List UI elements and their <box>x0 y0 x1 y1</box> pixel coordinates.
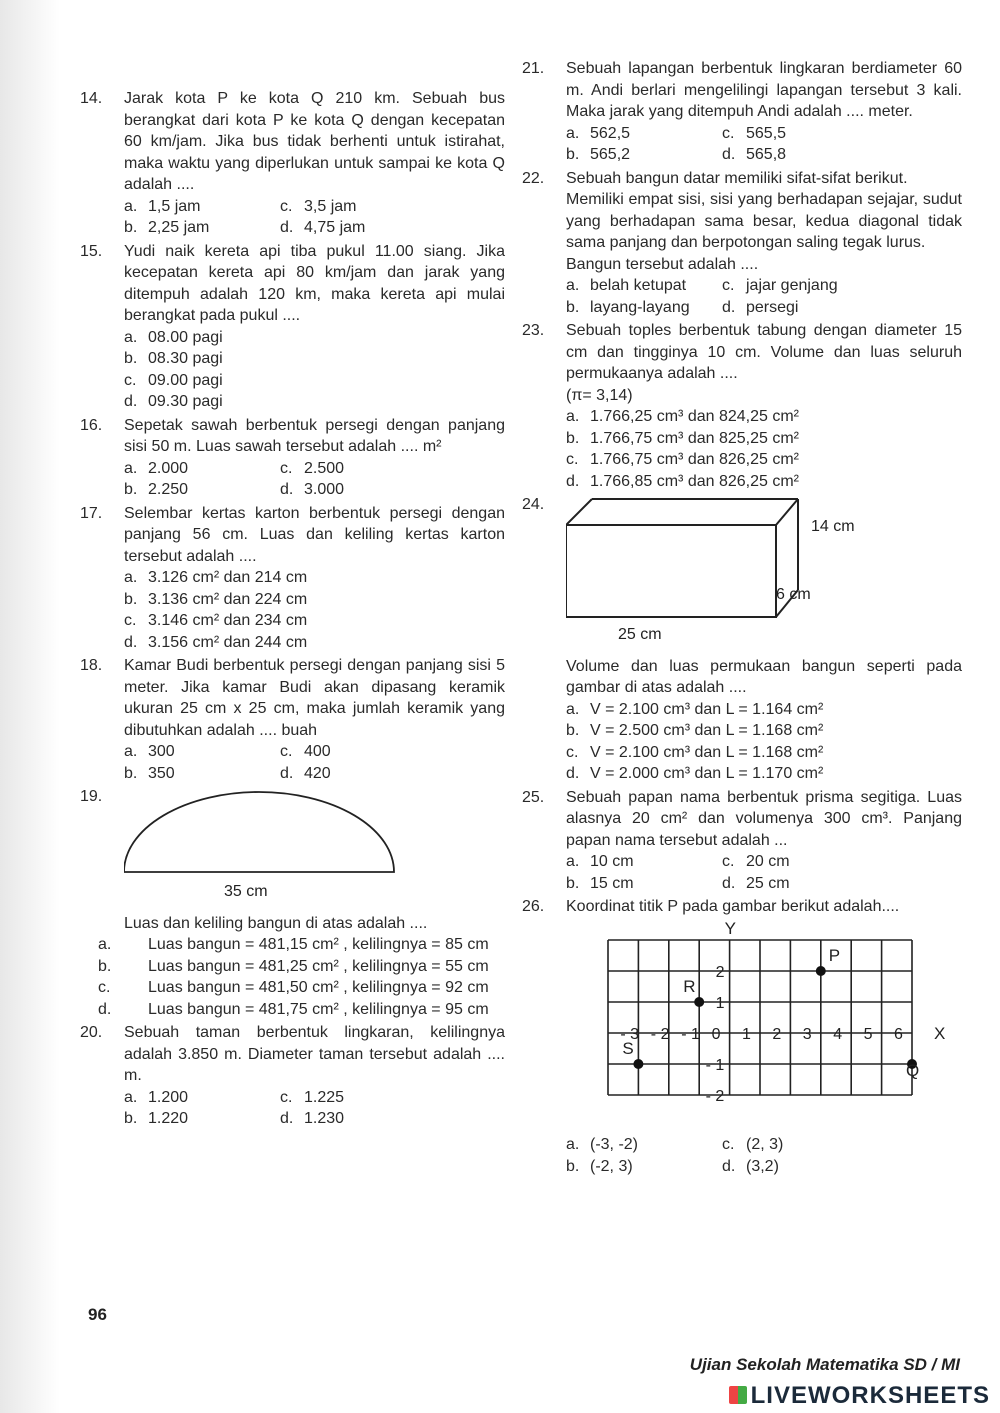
point-p <box>816 966 826 976</box>
option-c[interactable]: c. 09.00 pagi <box>124 371 223 389</box>
x-tick-label: - 2 <box>650 1025 670 1043</box>
question-21 <box>522 58 962 166</box>
question-24 <box>522 494 962 785</box>
option-c[interactable]: c. 3.146 cm² dan 234 cm <box>124 612 308 629</box>
option-d[interactable]: d. 25 cm <box>722 874 790 892</box>
coordinate-figure <box>566 918 962 1135</box>
point-label-r: R <box>683 976 696 996</box>
x-tick-label: - 1 <box>681 1025 700 1043</box>
cuboid-width-label: 6 cm <box>776 586 811 603</box>
option-c[interactable]: c. (2, 3) <box>722 1136 784 1153</box>
page-number: 96 <box>88 1305 107 1324</box>
option-c[interactable]: c. Luas bangun = 481,50 cm² , kelilingnya = 92 cm <box>98 979 489 996</box>
option-b[interactable]: b. 3.136 cm² dan 224 cm <box>124 590 308 608</box>
y-tick-label: 2 <box>715 963 725 981</box>
x-tick-label: 2 <box>772 1025 782 1043</box>
question-text: Koordinat titik P pada gambar berikut adalah.... <box>566 898 900 915</box>
point-label-p: P <box>828 945 841 965</box>
option-d[interactable]: d. 565,8 <box>722 146 787 163</box>
question-14 <box>80 88 505 239</box>
question-number: 20. <box>80 1024 103 1041</box>
footer-subtitle: Ujian Sekolah Matematika SD / MI <box>689 1355 960 1374</box>
point-label-q: Q <box>906 1060 920 1080</box>
question-25 <box>522 787 962 895</box>
option-a[interactable]: a. Luas bangun = 481,15 cm² , kelilingnya = 85 cm <box>98 936 489 953</box>
question-19 <box>80 786 505 1020</box>
question-number: 19. <box>80 788 103 805</box>
x-tick-label: 6 <box>894 1025 903 1043</box>
option-b[interactable]: b. V = 2.500 cm³ dan L = 1.168 cm² <box>566 722 824 739</box>
question-number: 24. <box>522 496 545 513</box>
question-properties: Memiliki empat sisi, sisi yang berhadapan sejajar, sudut yang berhadapan sama besar, kedua diagonal tidak sama panjang dan berpotongan saling tegak lurus. <box>566 191 962 251</box>
y-tick-label: - 1 <box>705 1056 725 1074</box>
option-d[interactable]: d. 4,75 jam <box>280 219 366 236</box>
x-tick-label: 1 <box>742 1025 751 1043</box>
answer-options <box>566 851 962 894</box>
answer-options <box>124 196 505 239</box>
question-text: Sebuah lapangan berbentuk lingkaran berdiameter 60 m. Andi berlari mengelilingi lapangan tersebut 3 kali. Maka jarak yang ditempuh Andi adalah .... meter. <box>566 60 962 120</box>
option-c[interactable]: c. 400 <box>280 743 331 760</box>
option-b[interactable]: b. 15 cm <box>566 874 634 892</box>
option-b[interactable]: b. 1.766,75 cm³ dan 825,25 cm² <box>566 429 800 447</box>
option-a[interactable]: a. 10 cm <box>566 853 634 870</box>
x-tick-label: - 3 <box>620 1025 640 1043</box>
option-a[interactable]: a. 562,5 <box>566 124 631 142</box>
question-text: Volume dan luas permukaan bangun seperti pada gambar di atas adalah .... <box>566 657 962 696</box>
answer-options <box>566 406 962 492</box>
option-d[interactable]: d. persegi <box>722 298 799 316</box>
option-c[interactable]: c. V = 2.100 cm³ dan L = 1.168 cm² <box>566 743 824 761</box>
option-d[interactable]: d. 1.230 <box>280 1110 345 1127</box>
x-tick-label: 4 <box>833 1025 843 1043</box>
option-a[interactable]: a. 1.766,25 cm³ dan 824,25 cm² <box>566 408 800 425</box>
semicircle-diameter-label: 35 cm <box>224 883 268 900</box>
point-label-s: S <box>622 1038 634 1058</box>
question-text: Jarak kota P ke kota Q 210 km. Sebuah bus berangkat dari kota P ke kota Q dengan kecepatan 60 km/jam. Jika bus tidak berhenti untuk istirahat, maka waktu yang diperlukan untuk sampai ke kota Q adalah .... <box>124 90 505 193</box>
option-d[interactable]: d. (3,2) <box>722 1157 779 1175</box>
option-d[interactable]: d. 3.156 cm² dan 244 cm <box>124 633 308 651</box>
question-text: Sebuah taman berbentuk lingkaran, kelilingnya adalah 3.850 m. Diameter taman tersebut adalah .... m. <box>124 1024 505 1084</box>
option-b[interactable]: b. 1.220 <box>124 1110 189 1127</box>
answer-options <box>566 1134 962 1177</box>
option-c[interactable]: c. 1.225 <box>280 1088 345 1106</box>
answer-options <box>124 1087 505 1130</box>
answer-options <box>566 699 962 785</box>
coordinate-grid <box>566 918 946 1128</box>
answer-options <box>566 275 962 318</box>
option-a[interactable]: a. 300 <box>124 743 175 760</box>
answer-options <box>124 741 505 784</box>
page-edge-shadow <box>0 0 60 1413</box>
brand-name: LIVEWORKSHEETS <box>750 1382 990 1409</box>
right-column <box>522 58 962 1179</box>
answer-options <box>124 567 505 653</box>
brand-logo <box>729 1382 990 1410</box>
question-text: Luas dan keliling bangun di atas adalah .... <box>124 914 428 932</box>
cuboid-height-label: 14 cm <box>811 518 855 535</box>
question-18 <box>80 655 505 784</box>
option-a[interactable]: a. (-3, -2) <box>566 1136 638 1153</box>
y-tick-label: - 2 <box>705 1087 725 1105</box>
question-number: 22. <box>522 169 545 187</box>
question-20 <box>80 1022 505 1130</box>
question-text: Kamar Budi berbentuk persegi dengan panjang sisi 5 meter. Jika kamar Budi akan dipasang keramik ukuran 25 cm x 25 cm, maka jumlah keramik yang dibutuhkan adalah .... buah <box>124 657 505 739</box>
question-number: 26. <box>522 898 545 915</box>
point-r <box>694 997 704 1007</box>
question-number: 18. <box>80 657 103 674</box>
question-prompt: Bangun tersebut adalah .... <box>566 255 759 273</box>
option-d[interactable]: d. V = 2.000 cm³ dan L = 1.170 cm² <box>566 765 824 782</box>
question-26 <box>522 896 962 1177</box>
option-a[interactable]: a. 08.00 pagi <box>124 328 223 346</box>
question-15 <box>80 241 505 413</box>
cuboid-diagram <box>566 494 886 649</box>
semicircle-figure <box>124 786 505 913</box>
question-17 <box>80 503 505 654</box>
question-text: Selembar kertas karton berbentuk persegi dengan panjang 56 cm. Luas dan keliling kertas karton tersebut adalah .... <box>124 504 505 565</box>
option-a[interactable]: a. 1.200 <box>124 1088 189 1106</box>
question-number: 21. <box>522 60 545 77</box>
x-tick-label: 3 <box>802 1025 812 1043</box>
option-d[interactable]: d. 09.30 pagi <box>124 393 223 410</box>
option-b[interactable]: b. 565,2 <box>566 146 631 163</box>
question-16 <box>80 415 505 501</box>
option-b[interactable]: b. (-2, 3) <box>566 1157 633 1175</box>
option-c[interactable]: c. 565,5 <box>722 124 787 142</box>
answer-options <box>98 934 505 1020</box>
question-text: Sepetak sawah berbentuk persegi dengan panjang sisi 50 m. Luas sawah tersebut adalah .... m² <box>124 416 505 455</box>
y-axis-label: Y <box>724 918 736 938</box>
point-s <box>633 1059 643 1069</box>
option-d[interactable]: d. 1.766,85 cm³ dan 826,25 cm² <box>566 472 800 490</box>
question-text: Sebuah bangun datar memiliki sifat-sifat berikut. <box>566 169 908 187</box>
option-d[interactable]: d. 3.000 <box>280 481 345 498</box>
y-tick-label: 1 <box>715 994 725 1012</box>
option-d[interactable]: d. Luas bangun = 481,75 cm² , kelilingnya = 95 cm <box>98 1000 489 1018</box>
question-number: 25. <box>522 788 545 806</box>
question-number: 15. <box>80 242 103 260</box>
grid-lines <box>608 940 912 1095</box>
option-a[interactable]: a. 3.126 cm² dan 214 cm <box>124 569 308 586</box>
question-number: 17. <box>80 504 103 522</box>
pi-note: (π= 3,14) <box>566 386 633 404</box>
answer-options <box>566 123 962 166</box>
plotted-points <box>622 946 919 1080</box>
option-a[interactable]: a. belah ketupat <box>566 277 687 294</box>
x-tick-label: 0 <box>711 1025 721 1043</box>
option-b[interactable]: b. 350 <box>124 764 175 782</box>
answer-options <box>124 327 505 413</box>
option-c[interactable]: c. 3,5 jam <box>280 197 357 215</box>
question-number: 14. <box>80 90 103 107</box>
option-b[interactable]: b. 2,25 jam <box>124 219 210 236</box>
option-b[interactable]: b. 08.30 pagi <box>124 350 223 367</box>
cuboid-figure <box>566 494 962 656</box>
liveworksheets-icon <box>729 1386 747 1404</box>
option-c[interactable]: c. 2.500 <box>280 459 345 477</box>
option-a[interactable]: a. V = 2.100 cm³ dan L = 1.164 cm² <box>566 700 824 718</box>
x-tick-label: 5 <box>863 1025 873 1043</box>
option-b[interactable]: b. Luas bangun = 481,25 cm² , kelilingnya = 55 cm <box>98 957 489 975</box>
left-column <box>80 88 505 1132</box>
cuboid-length-label: 25 cm <box>618 626 662 643</box>
x-axis-label: X <box>934 1023 946 1043</box>
x-tick-labels <box>620 1026 903 1043</box>
option-a[interactable]: a. 2.000 <box>124 459 189 477</box>
option-d[interactable]: d. 420 <box>280 764 331 782</box>
semicircle-diagram <box>124 786 424 906</box>
option-c[interactable]: c. jajar genjang <box>722 277 838 294</box>
option-c[interactable]: c. 20 cm <box>722 853 790 870</box>
question-23 <box>522 320 962 492</box>
semicircle-shape <box>124 792 394 872</box>
question-number: 16. <box>80 416 103 434</box>
option-a[interactable]: a. 1,5 jam <box>124 197 201 215</box>
question-text: Sebuah papan nama berbentuk prisma segitiga. Luas alasnya 20 cm² dan volumenya 300 cm³. Panjang papan nama tersebut adalah ... <box>566 788 962 849</box>
cuboid-shape <box>566 499 798 617</box>
option-b[interactable]: b. layang-layang <box>566 298 690 316</box>
option-b[interactable]: b. 2.250 <box>124 481 189 498</box>
answer-options <box>124 458 505 501</box>
question-22 <box>522 168 962 319</box>
question-text: Sebuah toples berbentuk tabung dengan diameter 15 cm dan tingginya 10 cm. Volume dan luas seluruh permukaanya adalah .... <box>566 322 962 382</box>
option-c[interactable]: c. 1.766,75 cm³ dan 826,25 cm² <box>566 451 800 468</box>
question-text: Yudi naik kereta api tiba pukul 11.00 siang. Jika kecepatan kereta api 80 km/jam dan jarak yang ditempuh adalah 120 km, maka kereta api mulai berangkat pada pukul .... <box>124 242 505 324</box>
question-number: 23. <box>522 322 545 339</box>
